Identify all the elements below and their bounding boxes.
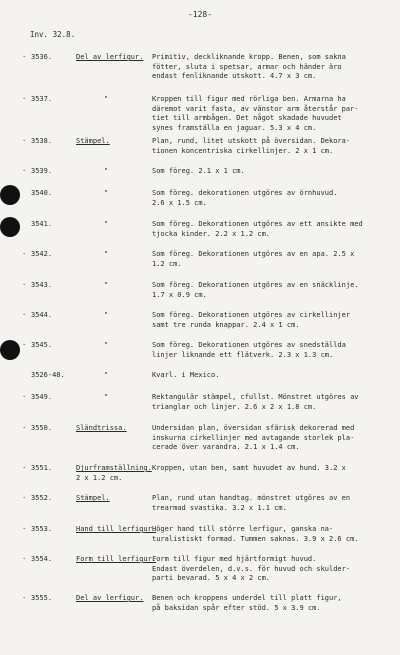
entry-category: " [104,167,109,175]
entry-description: Rektangulär stämpel, cfullst. Mönstret utgöres av trianglar och linjer. 2.6 x 2 x 1.8 cm. [152,393,359,411]
entry-description: Som föreg. Dekorationen utgöres av en apa. 2.5 x 1.2 cm. [152,250,355,268]
entry-description: Plan, rund utan handtag. mönstret utgöres av en trearmad svastika. 3.2 x 1.1 cm. [152,494,351,512]
inventory-label: Inv. 32.8. [30,30,76,39]
entry-number: 3539. [31,167,53,175]
entry-number: 3555. [31,594,53,602]
entry-description: Kroppen till figur med rörliga ben. Armarna ha däremot varit fasta, av vänstor arm återstår par- tiet till armbågen. Det något skadade huvudet synes framställa en jaguar. 5.3 x 4 cm. [152,95,359,132]
entry-category: " [104,95,109,103]
entry-bullet: · [22,464,27,472]
entry-bullet: · [22,95,27,103]
entry-category: " [104,393,109,401]
entry-category: " [104,281,109,289]
entry-number: 3550. [31,424,53,432]
entry-category: Djurframställning. [76,464,152,472]
entry-category: Sländtrissa. [76,424,127,432]
entry-number: 3541. [31,220,53,228]
entry-category: Form till lerfigur. [76,555,157,563]
entry-category: Del av lerfigur. [76,594,144,602]
entry-category: Stämpel. [76,494,110,502]
entry-category: Stämpel. [76,137,110,145]
punch-hole [0,217,20,237]
entry-description: Som föreg. Dekorationen utgöres av cirkellinjer samt tre runda knappar. 2.4 x 1 cm. [152,311,351,329]
entry-description: Undersidan plan, översidan sfärisk dekorerad med inskurna cirkellinjer med avtagande storlek pla- cerade över varandra. 2.1 x 1.4 cm. [152,424,355,451]
entry-description: Form till figur med hjärtformigt huvud. Endast överdelen, d.v.s. för huvud och skulder- parti bevarad. 5 x 4 x 2 cm. [152,555,351,582]
entry-number: 3538. [31,137,53,145]
entry-description: Som föreg. 2.1 x 1 cm. [152,167,245,175]
entry-bullet: · [22,525,27,533]
entry-number: 3542. [31,250,53,258]
entry-category: " [104,250,109,258]
entry-number: 3543. [31,281,53,289]
entry-bullet: · [22,555,27,563]
entry-description: Kroppen, utan ben, samt huvudet av hund. 3.2 x 2 x 1.2 cm. [76,464,346,482]
entry-category: " [104,341,109,349]
entry-bullet: · [22,424,27,432]
entry-number: 3553. [31,525,53,533]
entry-category: " [104,311,109,319]
entry-description: Som föreg. Dekorationen utgöres av snedställda linjer liknande ett flätverk. 2.3 x 1.3 cm. [152,341,346,359]
entry-bullet: · [22,281,27,289]
entry-description: Höger hand till större lerfigur, ganska na- turalistiskt formad. Tummen saknas. 3.9 x 2.6 cm. [152,525,359,543]
entry-bullet: · [22,167,27,175]
entry-category: Hand till lerfigur. [76,525,157,533]
entry-category: Del av lerfigur. [76,53,144,61]
entry-description: Primitiv, deckliknande kropp. Benen, som sakna fötter, sluta i spetsar, armar och händer äro endast fenliknande utskott. 4.7 x 3 cm. [152,53,346,80]
entry-number: 3552. [31,494,53,502]
entry-number: 3544. [31,311,53,319]
page-number: -128- [187,10,213,19]
entry-number: 3551. [31,464,53,472]
entry-number: 3554. [31,555,53,563]
entry-bullet: · [22,250,27,258]
entry-bullet: · [22,53,27,61]
punch-hole [0,340,20,360]
entry-number: 3536. [31,53,53,61]
entry-bullet: · [22,341,27,349]
entry-description: Som föreg. Dekorationen utgöres av ett ansikte med tjocka kinder. 2.2 x 1.2 cm. [152,220,363,238]
entry-bullet: · [22,594,27,602]
entry-category: " [104,371,109,379]
entry-category: " [104,189,109,197]
entry-description: Kvarl. i Mexico. [152,371,220,379]
entry-number: 3540. [31,189,53,197]
entry-description: Benen och kroppens underdel till platt figur, på baksidan spår efter stöd. 5 x 3.9 cm. [152,594,342,612]
entry-number: 3526-48. [31,371,65,379]
entry-bullet: · [22,494,27,502]
entry-number: 3537. [31,95,53,103]
punch-hole [0,185,20,205]
entry-description: Plan, rund, litet utskott på översidan. Dekora- tionen koncentriska cirkellinjer. 2 x 1 cm. [152,137,351,155]
entry-number: 3549. [31,393,53,401]
entry-description: Som föreg. Dekorationen utgöres av en snäcklinje. 1.7 x 0.9 cm. [152,281,359,299]
entry-bullet: · [22,393,27,401]
entry-bullet: · [22,311,27,319]
entry-bullet: · [22,137,27,145]
entry-description: Som föreg. dekorationen utgöres av örnhuvud. 2.6 x 1.5 cm. [152,189,338,207]
entry-number: 3545. [31,341,53,349]
entry-category: " [104,220,109,228]
